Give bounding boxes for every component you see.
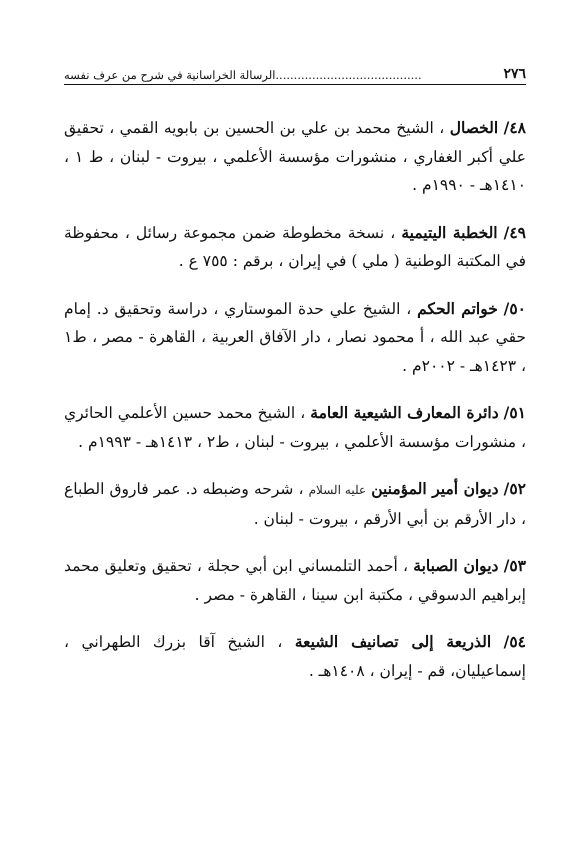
entry-number: ٥٤/ bbox=[503, 632, 526, 651]
bibliography-entry-51 bbox=[64, 399, 526, 456]
entry-number: ٤٨/ bbox=[503, 118, 526, 137]
entry-number: ٥٢/ bbox=[503, 479, 526, 498]
entry-text: ، الشيخ محمد حسين الأعلمي الحائري ، منشورات مؤسسة الأعلمي ، بيروت - لبنان ، ط٢ ، ١٤١٣هـ - ١٩٩٣م . bbox=[64, 404, 526, 451]
entry-number: ٤٩/ bbox=[503, 222, 526, 242]
entry-text: ، الشيخ آقا بزرك الطهراني ، إسماعيليان، قم - إيران ، ١٤٠٨هـ . bbox=[64, 633, 526, 680]
bibliography-entry-54 bbox=[64, 628, 526, 685]
entry-title: ديوان أمير المؤمنين bbox=[371, 479, 499, 498]
entry-title: الذريعة إلى تصانيف الشيعة bbox=[294, 632, 492, 651]
entry-text: ، الشيخ محمد بن علي بن الحسين بن بابويه القمي ، تحقيق علي أكبر الغفاري ، منشورات مؤسسة الأعلمي ، بيروت - لبنان ، ط ١ ، ١٤١٠هـ - ١٩٩٠م . bbox=[64, 119, 526, 194]
entry-text: ، نسخة مخطوطة ضمن مجموعة رسائل ، محفوظة في المكتبة الوطنية ( ملي ) في إيران ، برقم : ٧٥٥ ع . bbox=[64, 223, 526, 270]
entry-number: ٥١/ bbox=[503, 403, 526, 422]
running-title: ........................................الرسالة الخراسانية في شرح من عرف نفسه bbox=[64, 68, 422, 82]
entry-number: ٥٣/ bbox=[503, 556, 527, 575]
entry-title: الخصال bbox=[449, 118, 499, 137]
entry-text: ، أحمد التلمساني ابن أبي حجلة ، تحقيق وتعليق محمد إبراهيم الدسوقي ، مكتبة ابن سينا ، القاهرة - مصر . bbox=[64, 557, 526, 604]
bibliography-list bbox=[64, 114, 526, 704]
bibliography-entry-50 bbox=[64, 295, 526, 381]
entry-title: الخطبة اليتيمية bbox=[401, 222, 498, 242]
entry-title: ديوان الصبابة bbox=[413, 556, 499, 575]
entry-title: خواتم الحكم bbox=[417, 298, 498, 318]
header-rule bbox=[64, 84, 526, 85]
page-header bbox=[64, 60, 526, 82]
bibliography-entry-49 bbox=[64, 219, 526, 276]
entry-text: ، الشيخ علي حدة الموستاري ، دراسة وتحقيق د. إمام حقي عبد الله ، أ محمود نصار ، دار الآفاق العربية ، القاهرة - مصر ، ط١ ، ١٤٢٣هـ - ٢٠٠٢م . bbox=[64, 299, 526, 375]
entry-number: ٥٠/ bbox=[503, 298, 526, 318]
page-number: ٢٧٦ bbox=[503, 66, 526, 82]
bibliography-entry-48 bbox=[64, 114, 526, 200]
bibliography-entry-52 bbox=[64, 475, 526, 533]
honorific-ligature: عليه السلام bbox=[308, 483, 367, 497]
entry-text: ، شرحه وضبطه د. عمر فاروق الطباع ، دار الأرقم بن أبي الأرقم ، بيروت - لبنان . bbox=[64, 480, 526, 528]
bibliography-entry-53 bbox=[64, 552, 526, 609]
entry-title: دائرة المعارف الشيعية العامة bbox=[310, 403, 499, 422]
